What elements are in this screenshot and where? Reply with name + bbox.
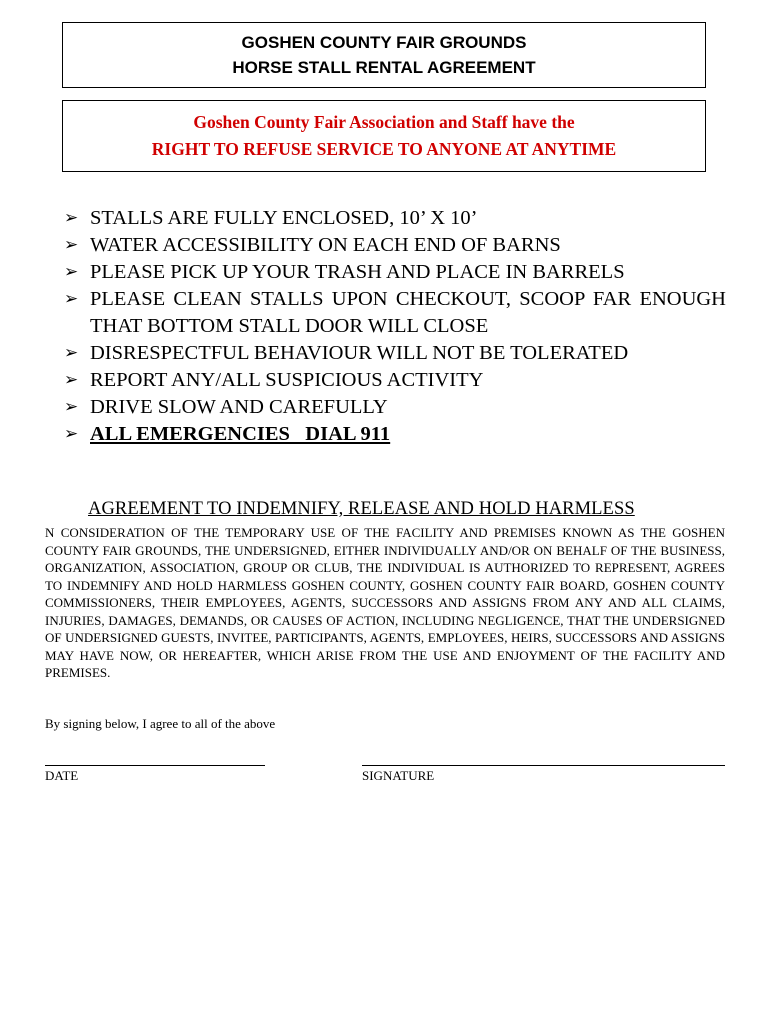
notice-line-1: Goshen County Fair Association and Staff have the bbox=[193, 112, 575, 132]
signing-note: By signing below, I agree to all of the above bbox=[45, 716, 276, 731]
rule-text: DRIVE SLOW AND CAREFULLY bbox=[90, 396, 388, 418]
rule-item bbox=[64, 259, 726, 286]
arrow-bullet-icon: ➢ bbox=[64, 397, 79, 417]
rule-text: PLEASE CLEAN STALLS UPON CHECKOUT, SCOOP FAR ENOUGH THAT BOTTOM STALL DOOR WILL CLOSE bbox=[90, 288, 726, 337]
arrow-bullet-icon: ➢ bbox=[64, 343, 79, 363]
rule-item bbox=[64, 286, 726, 340]
signature-label: SIGNATURE bbox=[362, 768, 435, 783]
agreement-heading: AGREEMENT TO INDEMNIFY, RELEASE AND HOLD HARMLESS bbox=[88, 499, 635, 519]
date-label: DATE bbox=[45, 768, 79, 783]
signature-line[interactable] bbox=[362, 765, 725, 766]
title-box bbox=[62, 22, 706, 88]
arrow-bullet-icon: ➢ bbox=[64, 289, 79, 309]
rule-item bbox=[64, 367, 726, 394]
arrow-bullet-icon: ➢ bbox=[64, 262, 79, 282]
notice-line-2: RIGHT TO REFUSE SERVICE TO ANYONE AT ANYTIME bbox=[151, 139, 617, 159]
emergency-text: ALL EMERGENCIES DIAL 911 bbox=[90, 423, 391, 445]
title-line-1: GOSHEN COUNTY FAIR GROUNDS bbox=[241, 33, 527, 52]
rule-text: REPORT ANY/ALL SUSPICIOUS ACTIVITY bbox=[90, 369, 484, 391]
rule-item bbox=[64, 232, 726, 259]
arrow-bullet-icon: ➢ bbox=[64, 424, 79, 444]
agreement-body: N CONSIDERATION OF THE TEMPORARY USE OF THE FACILITY AND PREMISES KNOWN AS THE GOSHEN COUNTY FAIR GROUNDS, THE UNDERSIGNED, EITHER INDIVIDUALLY AND/OR ON BEHALF OF THE BUSINESS, ORGANIZATION, ASSOCIATION, GROUP OR CLUB, THE INDIVIDUAL IS AUTHORIZED TO REPRESENT, AGREES TO INDEMNIFY AND HOLD HARMLESS GOSHEN COUNTY, GOSHEN COUNTY FAIR BOARD, GOSHEN COUNTY COMMISSIONERS, THEIR EMPLOYEES, AGENTS, SUCCESSORS AND ASSIGNS FROM ANY AND ALL CLAIMS, INJURIES, DAMAGES, DEMANDS, OR CAUSES OF ACTION, INCLUDING NEGLIGENCE, THAT THE UNDERSIGNED OF UNDERSIGNED GUESTS, INVITEE, PARTICIPANTS, AGENTS, EMPLOYEES, HEIRS, SUCCESSORS AND ASSIGNS MAY HAVE NOW, OR HEREAFTER, WHICH ARISE FROM THE USE AND ENJOYMENT OF THE FACILITY AND PREMISES. bbox=[45, 525, 725, 680]
notice-box bbox=[62, 100, 706, 172]
title-line-2: HORSE STALL RENTAL AGREEMENT bbox=[232, 58, 536, 77]
arrow-bullet-icon: ➢ bbox=[64, 370, 79, 390]
rule-item bbox=[64, 394, 726, 421]
date-line[interactable] bbox=[45, 765, 265, 766]
rule-text: DISRESPECTFUL BEHAVIOUR WILL NOT BE TOLERATED bbox=[90, 342, 629, 364]
rule-item bbox=[64, 340, 726, 367]
arrow-bullet-icon: ➢ bbox=[64, 208, 79, 228]
rule-text: WATER ACCESSIBILITY ON EACH END OF BARNS bbox=[90, 234, 561, 256]
rule-item bbox=[64, 205, 726, 232]
rule-text: PLEASE PICK UP YOUR TRASH AND PLACE IN BARRELS bbox=[90, 261, 625, 283]
arrow-bullet-icon: ➢ bbox=[64, 235, 79, 255]
rule-text: STALLS ARE FULLY ENCLOSED, 10’ X 10’ bbox=[90, 207, 478, 229]
rules-list bbox=[64, 205, 726, 448]
rule-item-emergency bbox=[64, 421, 726, 448]
